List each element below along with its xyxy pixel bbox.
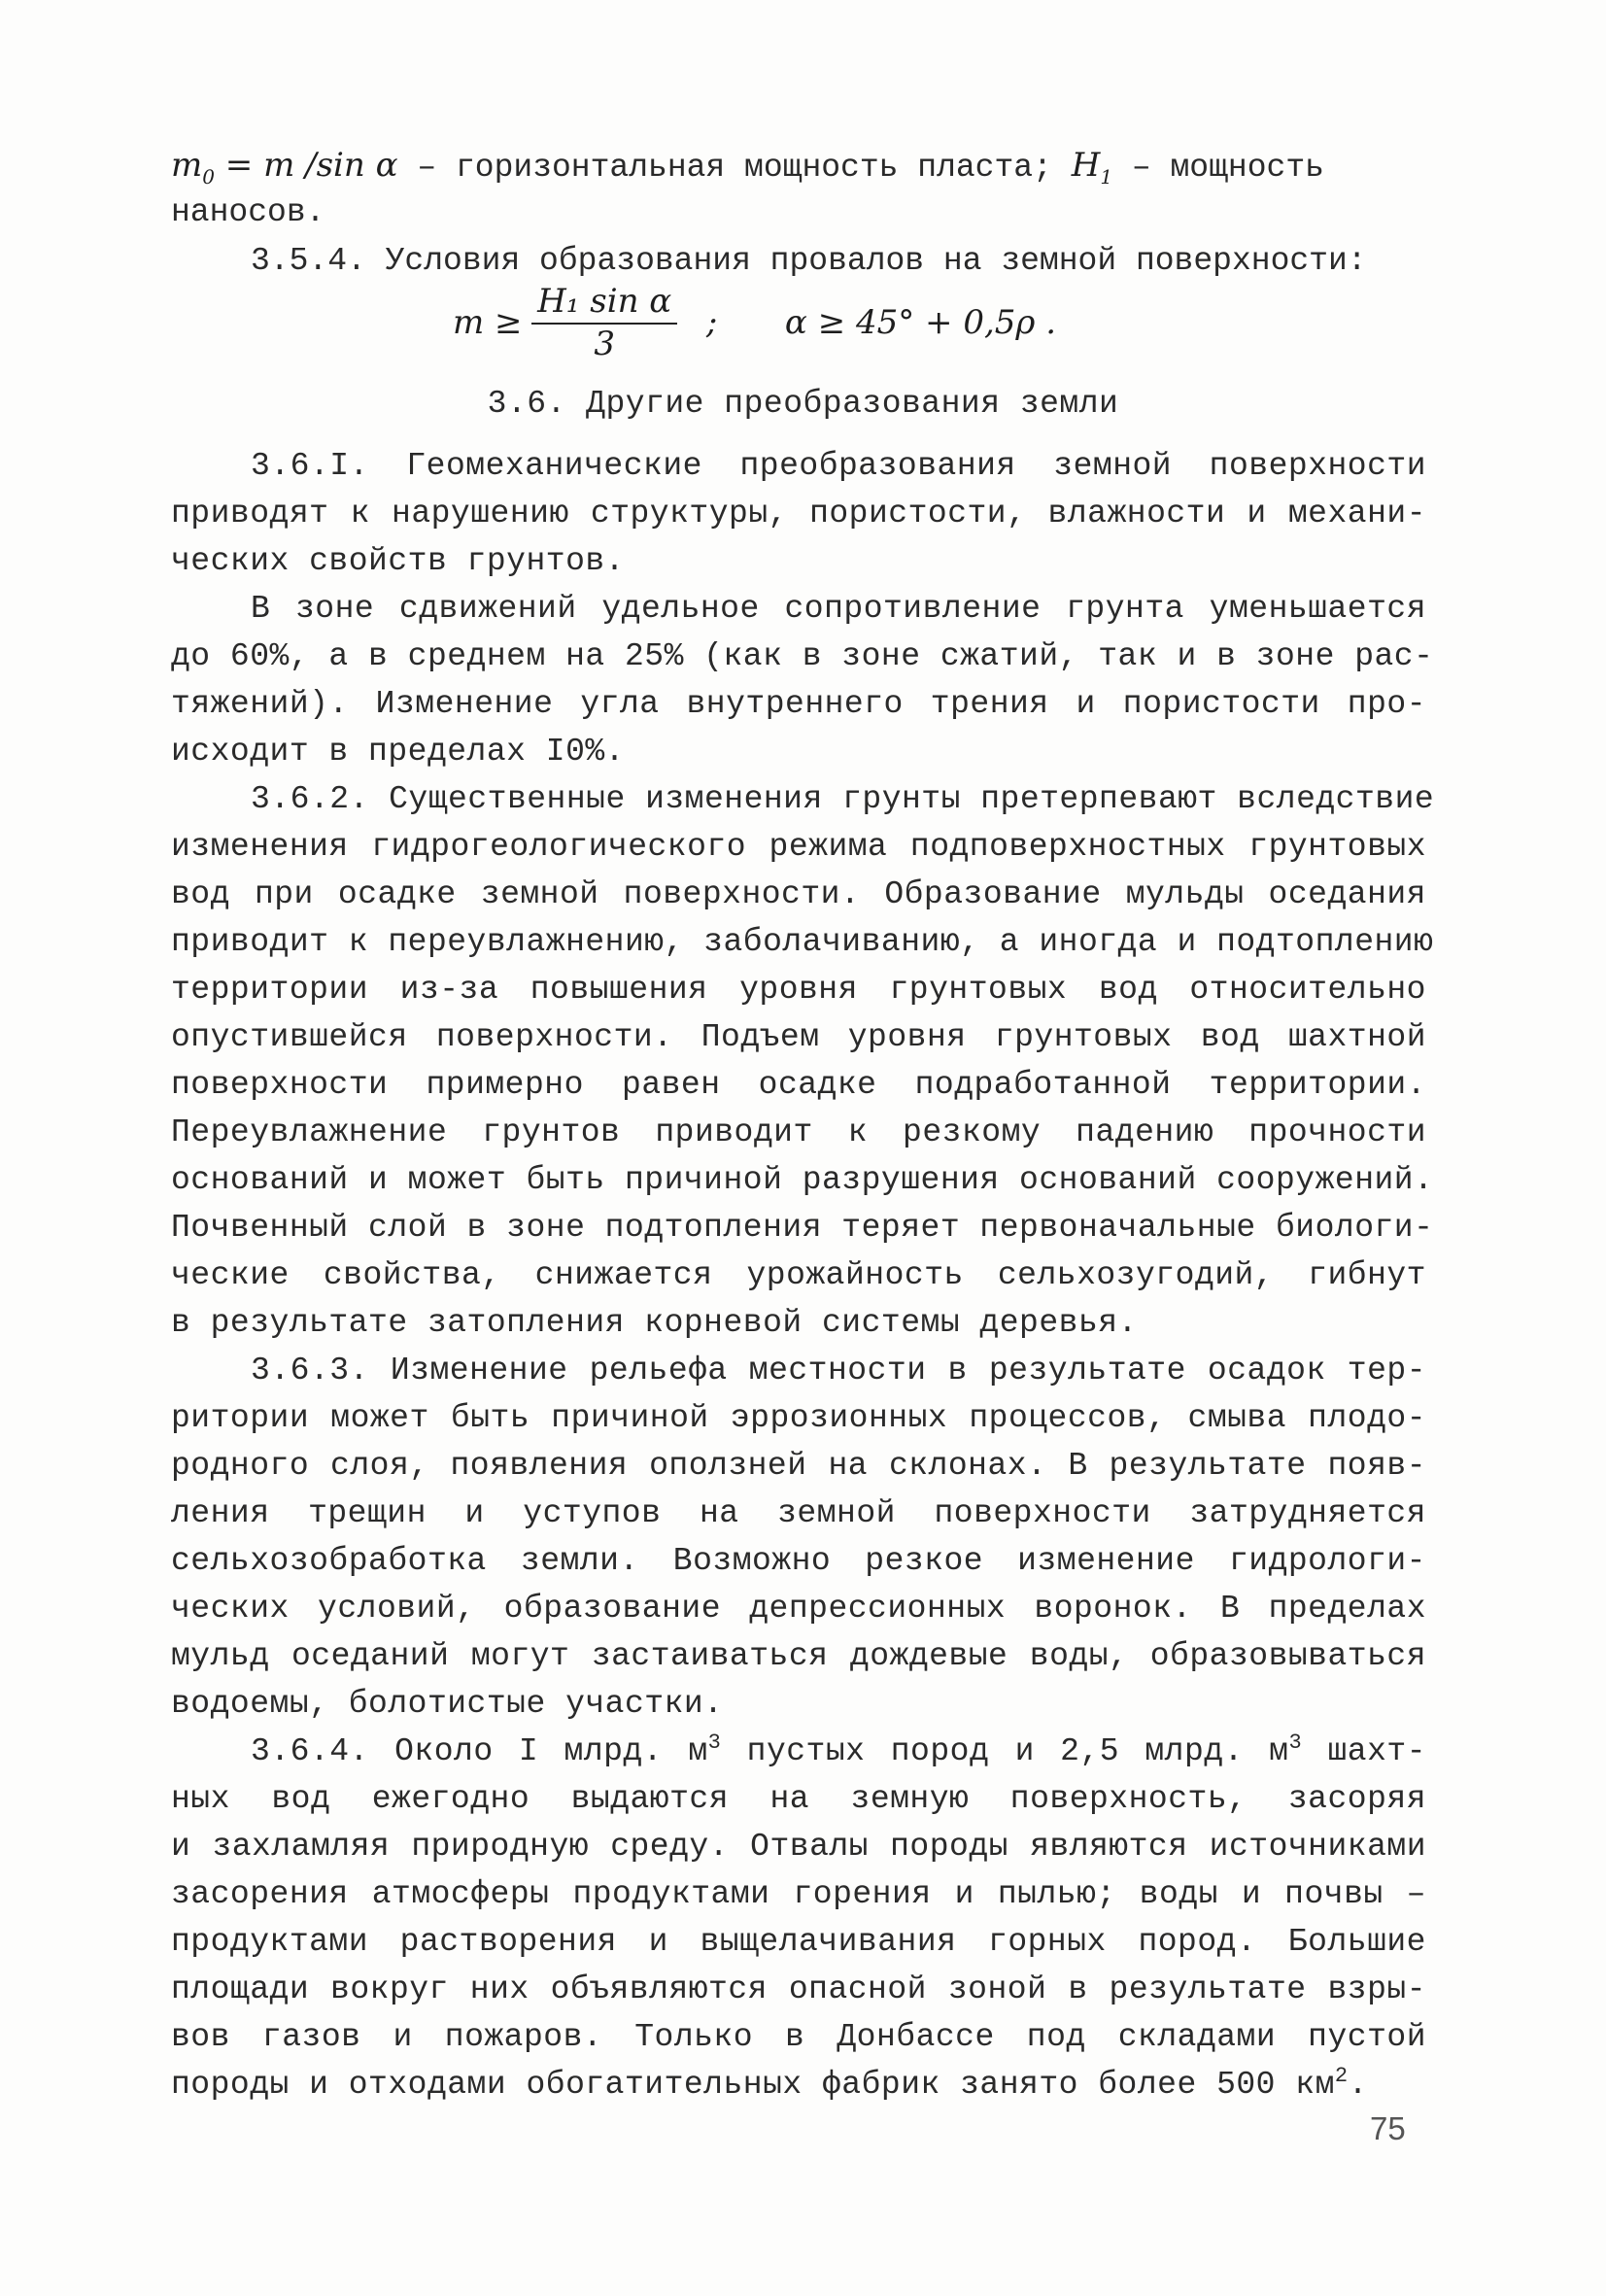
paragraph-361b — [171, 585, 1434, 775]
text-line: тяжений). Изменение угла внутреннего трения и пористости про- — [171, 686, 1426, 722]
formula-m0: $m_0 = m$ /sin α — [171, 146, 398, 188]
paragraph-363 — [171, 1347, 1426, 1728]
text-line: 3.6.3. Изменение рельефа местности в результате осадок тер- — [251, 1353, 1426, 1388]
page-number: 75 — [1370, 2110, 1406, 2146]
text-line: в результате затопления корневой системы деревья. — [171, 1305, 1138, 1341]
text-line: ритории может быть причиной эррозионных процессов, смыва плодо- — [171, 1400, 1426, 1436]
formula-1-denominator: 3 — [594, 325, 616, 363]
text-line: опустившейся поверхности. Подъем уровня грунтовых вод шахтной — [171, 1019, 1426, 1055]
text-line: сельхозобработка земли. Возможно резкое изменение гидрологи- — [171, 1543, 1426, 1579]
section-354-formula — [453, 282, 1056, 363]
formula-h1: $H_1$ — [1071, 146, 1113, 188]
text-line: оснований и может быть причиной разрушения оснований сооружений. — [171, 1162, 1434, 1198]
text-line: поверхности примерно равен осадке подработанной территории. — [171, 1067, 1426, 1103]
text-line: площади вокруг них объявляются опасной зоной в результате взры- — [171, 1971, 1426, 2007]
section-354-title: 3.5.4. Условия образования провалов на земной поверхности: — [251, 243, 1367, 279]
text-line: В зоне сдвижений удельное сопротивление грунта уменьшается — [251, 591, 1426, 627]
intro-text-b: – мощность — [1112, 150, 1324, 186]
text-line: продуктами растворения и выщелачивания горных пород. Большие — [171, 1924, 1426, 1960]
text-line: территории из-за повышения уровня грунтовых вод относительно — [171, 972, 1426, 1008]
text-line: ных вод ежегодно выдаются на земную поверхность, засоряя — [171, 1781, 1426, 1817]
text-line: и захламляя природную среду. Отвалы породы являются источниками — [171, 1829, 1426, 1865]
text-line: до 60%, а в среднем на 25% (как в зоне сжатий, так и в зоне рас- — [171, 638, 1434, 674]
text-line: исходит в пределах I0%. — [171, 734, 625, 770]
formula-1-lhs: m ≥ — [453, 303, 523, 342]
paragraph-361 — [171, 442, 1426, 585]
intro-text-a: – горизонтальная мощность пласта; — [397, 150, 1072, 186]
intro-line — [171, 146, 1426, 188]
paragraph-362 — [171, 775, 1435, 1347]
text-line: родного слоя, появления оползней на склонах. В результате появ- — [171, 1448, 1426, 1484]
text-line: ческие свойства, снижается урожайность сельхозугодий, гибнут — [171, 1257, 1426, 1293]
text-line: ческих условий, образование депрессионных воронок. В пределах — [171, 1591, 1426, 1627]
text-line: 3.6.I. Геомеханические преобразования земной поверхности — [251, 448, 1426, 484]
formula-2: α ≥ 45° + 0,5ρ . — [784, 303, 1057, 342]
formula-1-fraction — [531, 282, 677, 363]
text-line: Переувлажнение грунтов приводит к резкому падению прочности — [171, 1114, 1426, 1150]
text-line: засорения атмосферы продуктами горения и пылью; воды и почвы – — [171, 1876, 1426, 1912]
formula-1-separator: ; — [705, 303, 718, 342]
text-line: мульд оседаний могут застаиваться дождевые воды, образовываться — [171, 1638, 1426, 1674]
text-line: 3.6.4. Около I млрд. $м^3$ пустых пород и 2,5 млрд. $м^3$ шахт- — [251, 1731, 1426, 1769]
text-line: породы и отходами обогатительных фабрик занято более 500 $км^2$. — [171, 2064, 1368, 2103]
formula-1-numerator: H₁ sin α — [531, 282, 677, 325]
text-line: вод при осадке земной поверхности. Образование мульды оседания — [171, 876, 1426, 912]
text-line: Почвенный слой в зоне подтопления теряет первоначальные биологи- — [171, 1210, 1434, 1246]
text-line: изменения гидрогеологического режима подповерхностных грунтовых — [171, 829, 1426, 865]
text-line: ления трещин и уступов на земной поверхности затрудняется — [171, 1495, 1426, 1531]
text-line: ческих свойств грунтов. — [171, 543, 625, 579]
section-heading: 3.6. Другие преобразования земли — [487, 386, 1119, 422]
text-line: приводят к нарушению структуры, пористости, влажности и механи- — [171, 496, 1426, 531]
paragraph-364 — [171, 1728, 1426, 2108]
intro-line-2: наносов. — [171, 194, 325, 230]
text-line: приводит к переувлажнению, заболачиванию, а иногда и подтоплению — [171, 924, 1434, 960]
body-text — [171, 442, 1435, 2108]
text-line: 3.6.2. Существенные изменения грунты претерпевают вследствие — [251, 781, 1435, 817]
text-line: вов газов и пожаров. Только в Донбассе под складами пустой — [171, 2019, 1426, 2055]
text-line: водоемы, болотистые участки. — [171, 1686, 724, 1722]
